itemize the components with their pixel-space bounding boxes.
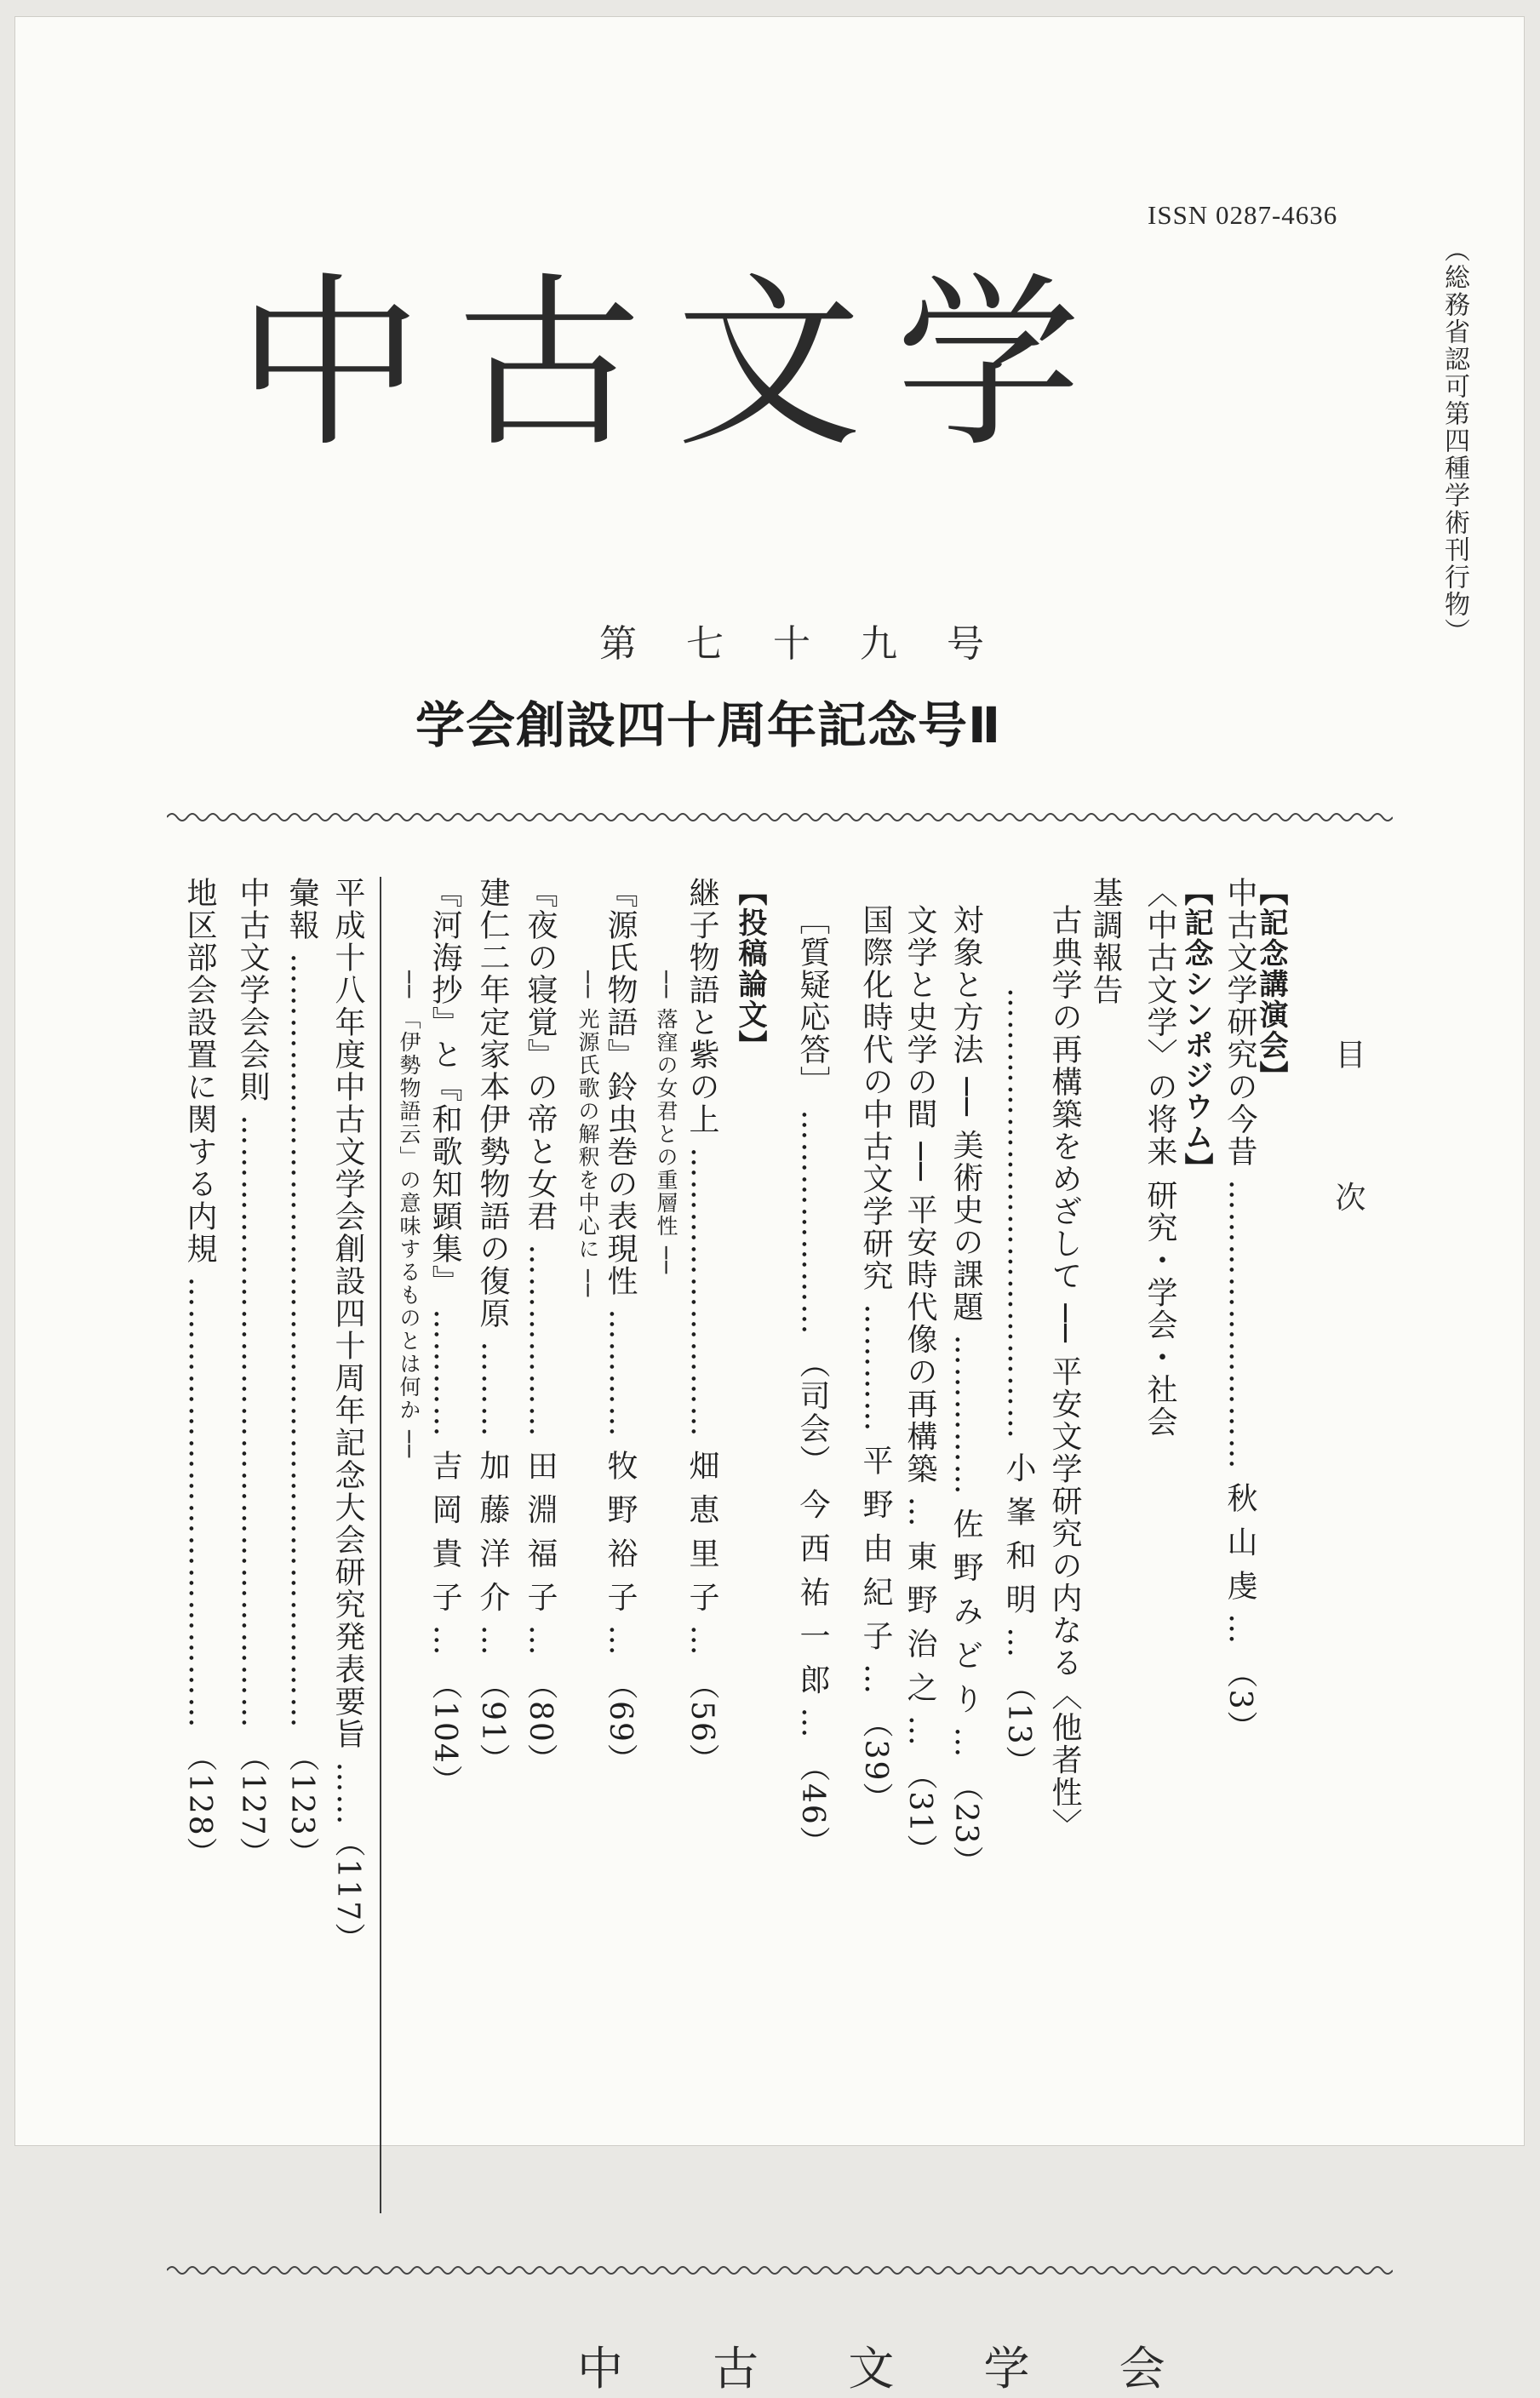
toc-entry: 〈中古文学〉の将来 研究・学会・社会 [1142,877,1177,1439]
toc-entry: 中古文学会会則 ………………………………………………… ︵127︶ [235,877,270,1869]
toc-entry: 対象と方法 ── 美術史の課題 …………… 佐 野 み ど り … ︵23︶ [948,904,983,1878]
toc-entry: 平成十八年度中古文学会創設四十周年記念大会研究発表要旨 ……︵117︶ [330,877,365,1955]
toc-subtitle: ── 光源氏歌の解釈を中心に ── [575,970,600,1299]
publication-authorization-note: ︵総務省認可第四種学術刊行物︶ [1440,237,1469,645]
toc-column-divider [380,877,381,2213]
journal-title: 中古文学 [237,257,1115,472]
toc-section-lecture: 【記念講演会】 [1254,877,1288,1091]
toc-entry: 継子物語と紫の上 ……………………… 畑 恵 里 子 … ︵56︶ [684,877,719,1776]
toc-entry: …………………………………… 小 峯 和 明 … ︵13︶ [1001,987,1036,1778]
toc-subtitle: ── 落窪の女君との重層性 ── [654,970,678,1276]
book-cover [15,17,1524,2395]
wavy-divider-top [167,809,1393,826]
toc-entry: 彙報 ……………………………………………………………… ︵123︶ [284,877,319,1869]
wavy-divider-bottom [167,2262,1393,2279]
toc-entry: 中古文学研究の今昔 ……………………… 秋 山 虔 … ︵3︶ [1222,877,1257,1743]
toc-entry: 国際化時代の中古文学研究 ………… 平 野 由 紀 子 … ︵39︶ [858,904,893,1815]
toc-entry: 基調報告 [1088,877,1123,1006]
toc-subtitle: ── 「伊勢物語云」の意味するものとは何か ── [397,970,421,1460]
publisher-name: 中 古 文 学 会 [577,2342,1203,2395]
toc-entry: 『源氏物語』鈴虫巻の表現性 ………… 牧 野 裕 子 … ︵69︶ [603,877,638,1776]
issue-number: 第 七 十 九 号 [599,622,1003,666]
toc-entry: 建仁二年定家本伊勢物語の復原 ……… 加 藤 洋 介 … ︵91︶ [475,877,510,1776]
toc-entry: ［質疑応答］ ………………… ︵司会︶ 今 西 祐 一 郎 … ︵46︶ [795,904,830,1858]
toc-section-symposium: 【記念シンポジウム】 [1179,877,1213,1183]
toc-entry: 『夜の寝覚』の帝と女君 ……………… 田 淵 福 子 … ︵80︶ [523,877,558,1776]
toc-section-contributed-papers: 【投稿論文】 [733,877,767,1061]
issn-number: ISSN 0287-4636 [1148,200,1338,230]
toc-entry: 『河海抄』と『和歌知顕集』 ………… 吉 岡 貴 子 … ︵104︶ [427,877,462,1797]
toc-entry: 地区部会設置に関する内規 …………………………………… ︵128︶ [182,877,217,1869]
issue-subtitle: 学会創設四十周年記念号Ⅱ [415,696,1002,754]
toc-entry: 文学と史学の間 ── 平安時代像の再構築 … 東 野 治 之 … ︵31︶ [902,904,937,1867]
toc-entry: 古典学の再構築をめざして ── 平安文学研究の内なる〈他者性〉 [1047,904,1082,1841]
toc-heading: 目 次 [1331,1039,1365,1263]
